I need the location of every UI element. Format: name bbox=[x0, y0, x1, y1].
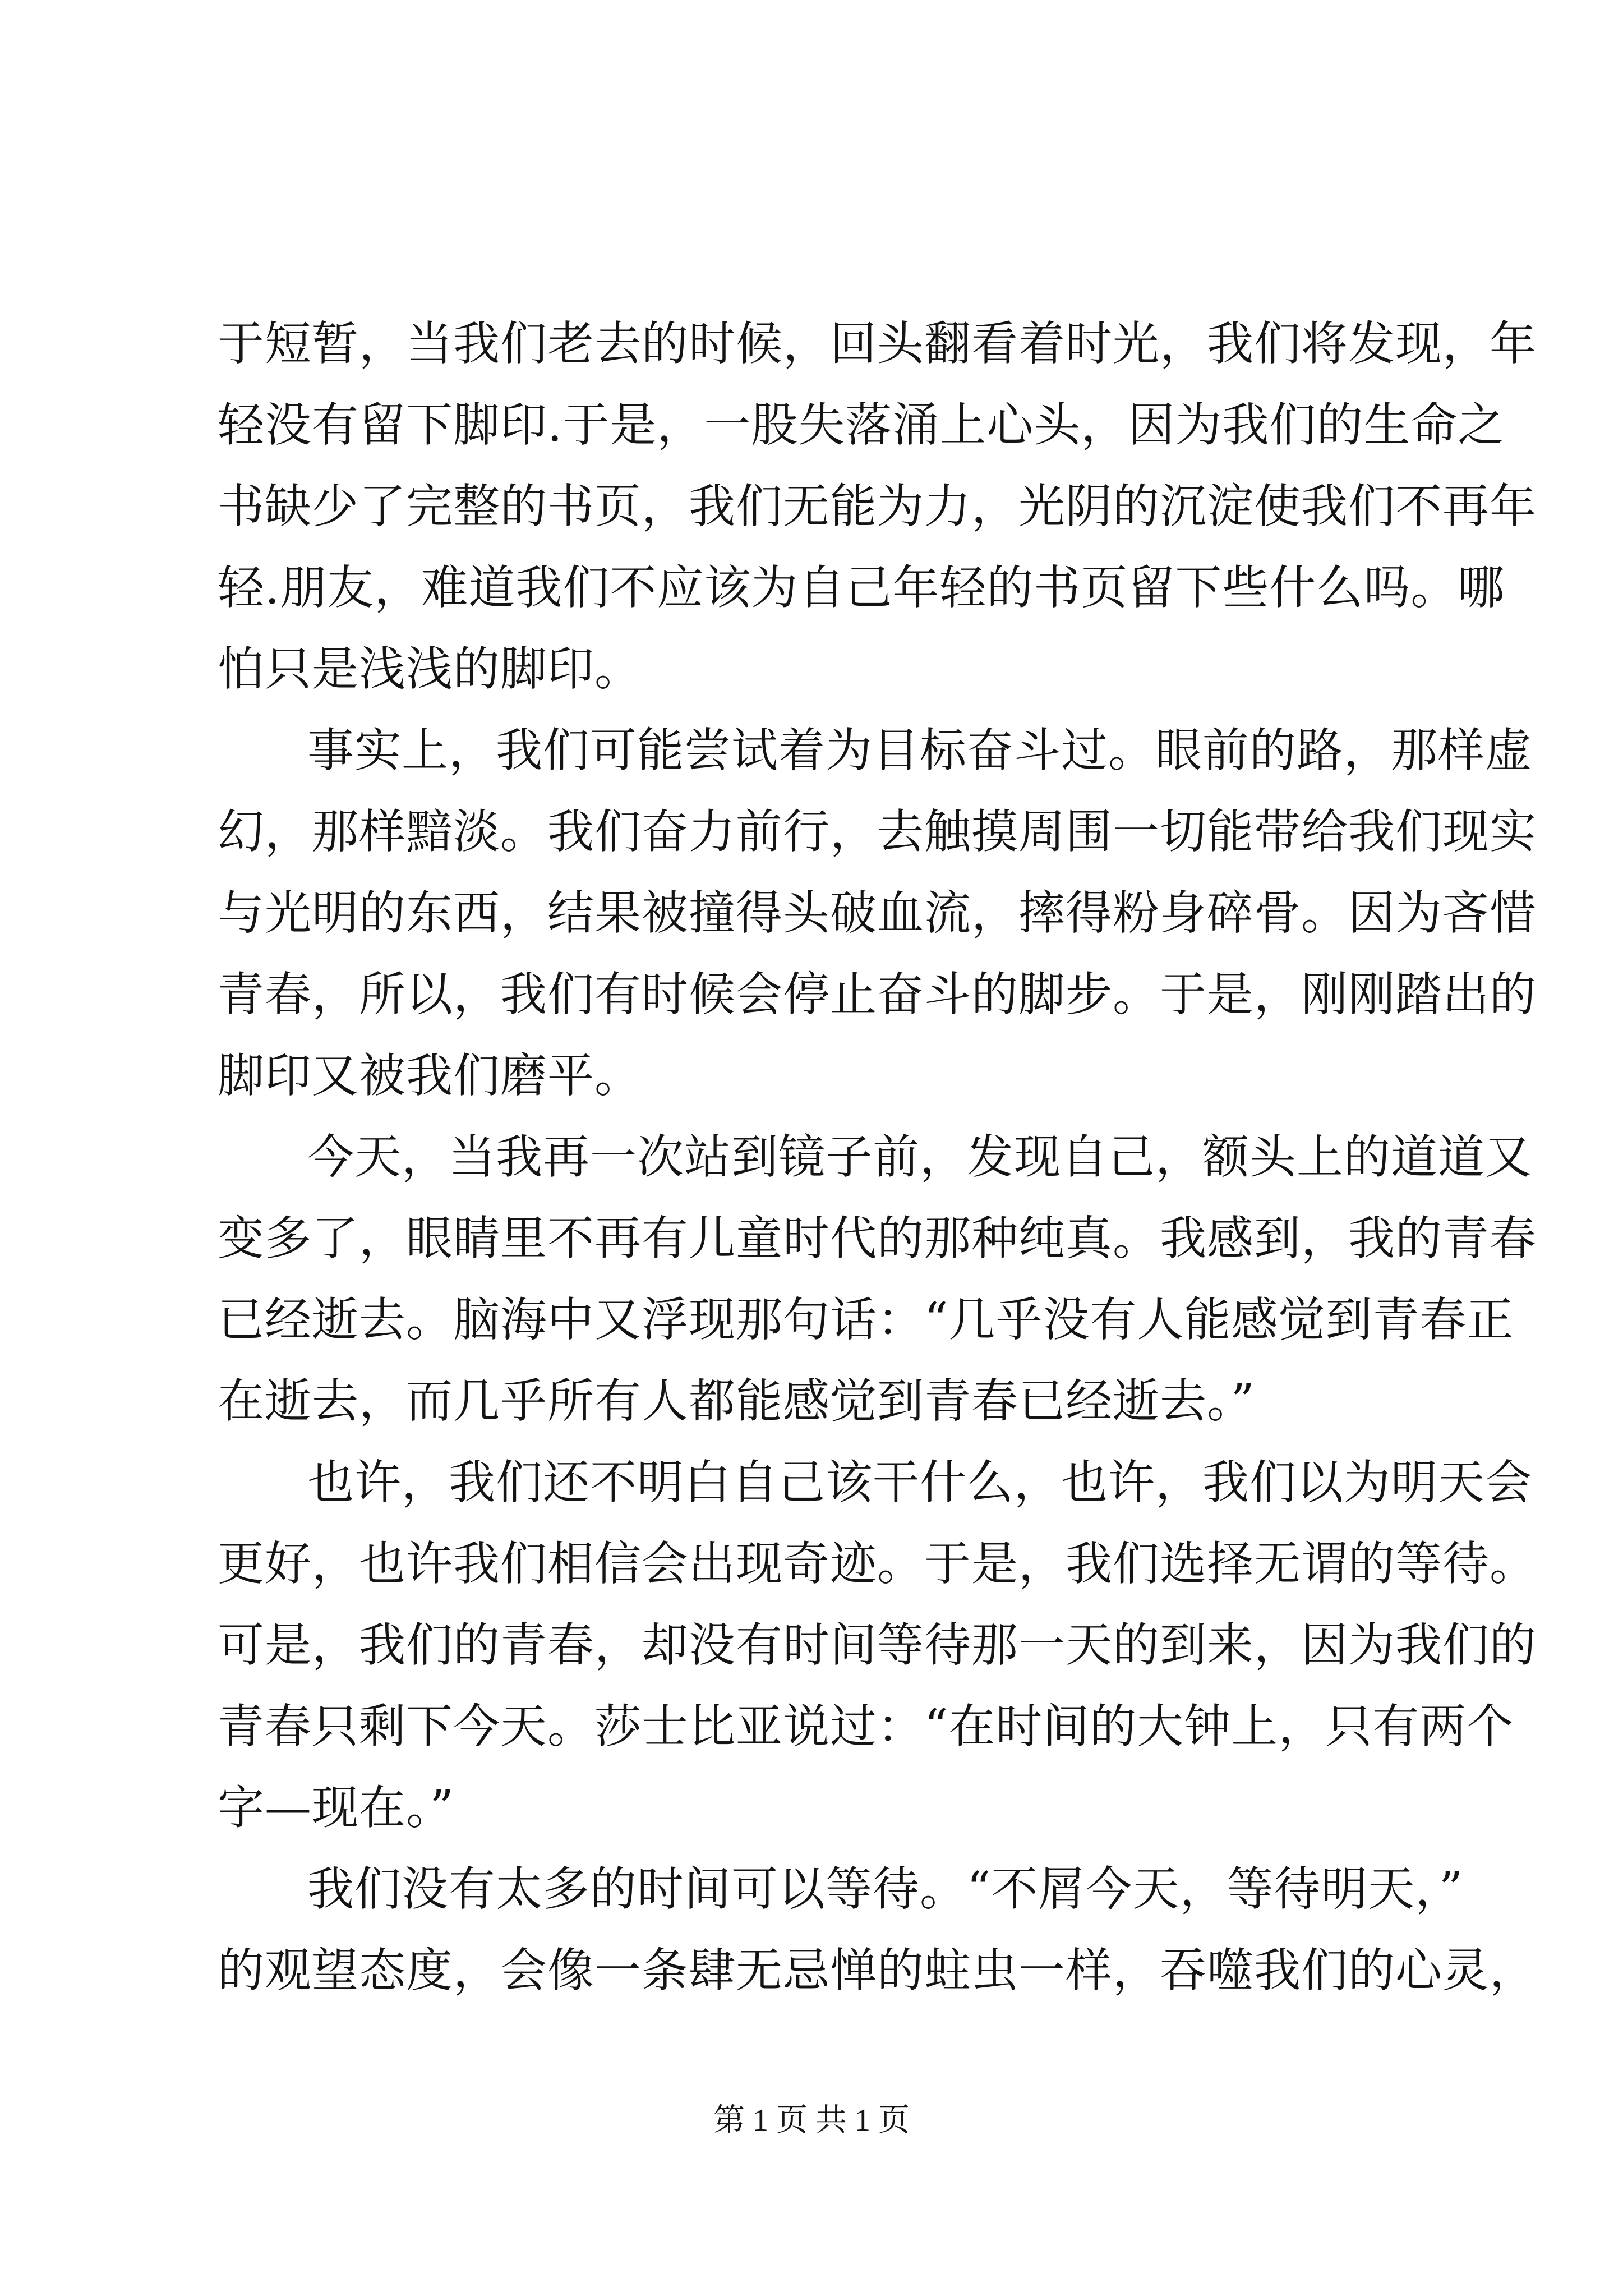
text-line: 的观望态度，会像一条肆无忌惮的蛀虫一样，吞噬我们的心灵， bbox=[218, 1943, 1537, 1998]
text-line: 字—现在。” bbox=[218, 1780, 454, 1835]
text-line: 轻.朋友，难道我们不应该为自己年轻的书页留下些什么吗。哪 bbox=[218, 560, 1505, 615]
text-line: 脚印又被我们磨平。 bbox=[218, 1048, 642, 1103]
text-line: 青春只剩下今天。莎士比亚说过：“在时间的大钟上，只有两个 bbox=[218, 1699, 1514, 1754]
text-line: 已经逝去。脑海中又浮现那句话：“几乎没有人能感觉到青春正 bbox=[218, 1292, 1514, 1347]
text-line: 变多了，眼睛里不再有儿童时代的那种纯真。我感到，我的青春 bbox=[218, 1211, 1537, 1266]
page-footer: 第 1 页 共 1 页 bbox=[713, 2103, 910, 2138]
text-line: 在逝去，而几乎所有人都能感觉到青春已经逝去。” bbox=[218, 1374, 1255, 1428]
paragraph-first-line: 我们没有太多的时间可以等待。“不屑今天，等待明天，” bbox=[307, 1862, 1464, 1916]
paragraph-first-line: 也许，我们还不明白自己该干什么，也许，我们以为明天会 bbox=[307, 1455, 1532, 1510]
text-line: 书缺少了完整的书页，我们无能为力，光阴的沉淀使我们不再年 bbox=[218, 479, 1537, 533]
text-line: 与光明的东西，结果被撞得头破血流，摔得粉身碎骨。因为吝惜 bbox=[218, 886, 1537, 940]
text-line: 青春，所以，我们有时候会停止奋斗的脚步。于是，刚刚踏出的 bbox=[218, 967, 1537, 1022]
paragraph-first-line: 今天，当我再一次站到镜子前，发现自己，额头上的道道又 bbox=[307, 1130, 1532, 1184]
text-line: 怕只是浅浅的脚印。 bbox=[218, 642, 642, 696]
text-line: 更好，也许我们相信会出现奇迹。于是，我们选择无谓的等待。 bbox=[218, 1536, 1537, 1591]
text-line: 于短暂，当我们老去的时候，回头翻看着时光，我们将发现，年 bbox=[218, 316, 1537, 371]
document-body bbox=[218, 303, 1537, 2011]
text-line: 幻，那样黯淡。我们奋力前行，去触摸周围一切能带给我们现实 bbox=[218, 804, 1537, 859]
text-line: 轻没有留下脚印.于是，一股失落涌上心头，因为我们的生命之 bbox=[218, 398, 1505, 452]
text-line: 可是，我们的青春，却没有时间等待那一天的到来，因为我们的 bbox=[218, 1618, 1537, 1672]
paragraph-first-line: 事实上，我们可能尝试着为目标奋斗过。眼前的路，那样虚 bbox=[307, 723, 1532, 777]
